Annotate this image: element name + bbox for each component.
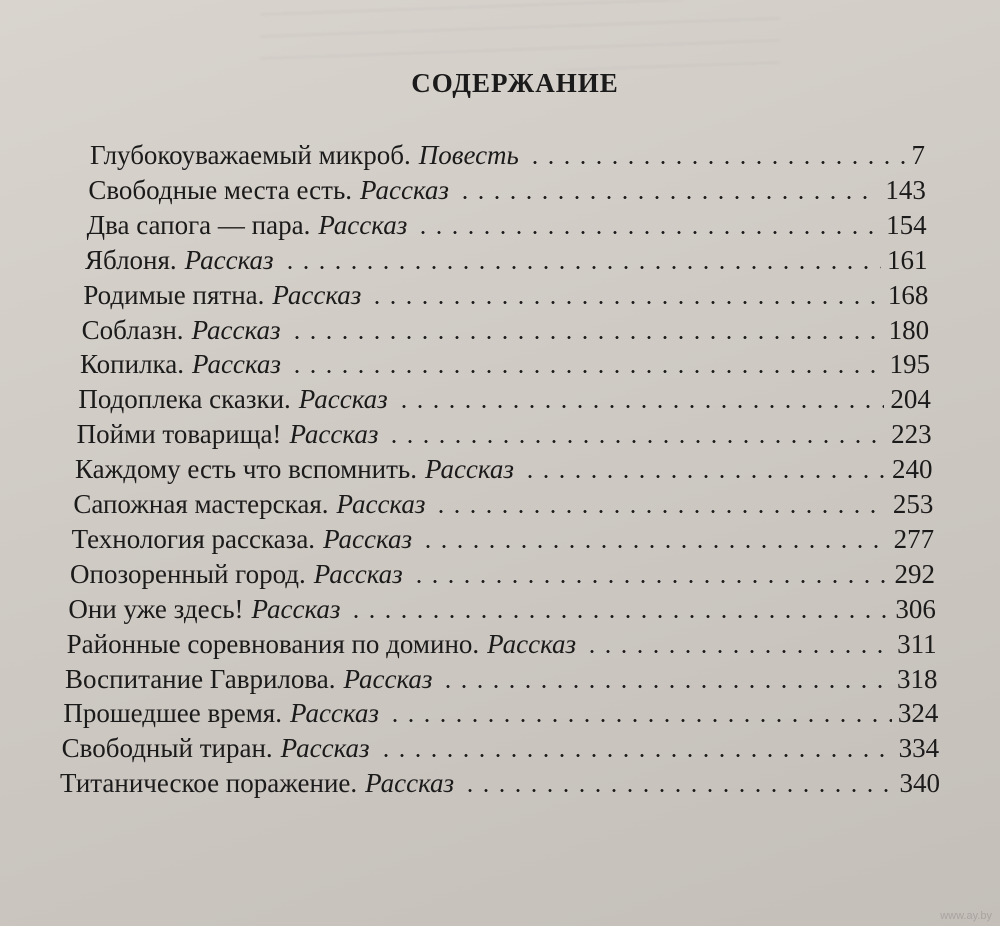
- dot-leader: [440, 685, 891, 688]
- dot-leader: [289, 370, 884, 373]
- toc-entry: [90, 138, 925, 172]
- toc-entry: [85, 243, 928, 277]
- entry-page-number: 340: [899, 768, 940, 799]
- entry-genre: Рассказ: [298, 384, 388, 415]
- dot-leader: [420, 545, 888, 548]
- dot-leader: [433, 510, 886, 513]
- toc-entry: [68, 592, 936, 626]
- dot-leader: [282, 266, 881, 269]
- toc-entry: [73, 487, 933, 521]
- entry-page-number: 154: [886, 209, 927, 240]
- page-title: СОДЕРЖАНИЕ: [411, 68, 619, 98]
- dot-leader: [462, 789, 893, 792]
- entry-genre: Рассказ: [487, 628, 577, 659]
- entry-genre: Рассказ: [184, 244, 274, 275]
- entry-genre: Повесть: [418, 140, 519, 170]
- entry-genre: Рассказ: [289, 698, 379, 729]
- entry-page-number: 240: [892, 454, 933, 485]
- entry-genre: Рассказ: [336, 489, 426, 519]
- entry-genre: Рассказ: [280, 733, 370, 764]
- entry-title: Районные соревнования по домино.: [66, 628, 480, 659]
- dot-leader: [415, 231, 880, 234]
- entry-genre: Рассказ: [323, 523, 412, 554]
- entry-genre: Рассказ: [360, 174, 449, 205]
- dot-leader: [457, 196, 879, 199]
- toc-entry: [75, 452, 933, 486]
- dot-leader: [522, 475, 886, 478]
- toc-entry: [83, 278, 928, 312]
- entry-title: Подоплека сказки.: [78, 384, 291, 415]
- entry-title: Глубокоуважаемый микроб.: [90, 140, 411, 170]
- entry-title: Каждому есть что вспомнить.: [75, 454, 417, 485]
- dot-leader: [369, 301, 881, 304]
- entry-title: Воспитание Гаврилова.: [65, 663, 336, 694]
- entry-genre: Рассказ: [318, 209, 408, 240]
- toc-entry: [65, 662, 938, 696]
- entry-genre: Рассказ: [251, 593, 341, 624]
- entry-title: Они уже здесь!: [68, 593, 244, 624]
- entry-page-number: 277: [893, 523, 935, 554]
- entry-title: Опозоренный город.: [70, 558, 306, 589]
- entry-page-number: 143: [885, 174, 926, 205]
- entry-page-number: 292: [894, 558, 935, 589]
- entry-title: Титаническое поражение.: [60, 768, 358, 799]
- entry-page-number: 318: [897, 663, 938, 694]
- entry-title: Сапожная мастерская.: [73, 489, 329, 519]
- toc-entry: [78, 382, 931, 416]
- entry-page-number: 204: [890, 384, 931, 415]
- toc-entry: [62, 731, 940, 765]
- toc-entry: [82, 313, 930, 347]
- watermark: www.ay.by: [940, 910, 992, 922]
- entry-title: Два сапога — пара.: [86, 209, 311, 240]
- dot-leader: [396, 405, 885, 408]
- entry-page-number: 311: [897, 628, 937, 659]
- toc-entry: [70, 557, 935, 591]
- entry-genre: Рассказ: [343, 663, 433, 694]
- entry-page-number: 168: [887, 279, 929, 310]
- toc-entry: [60, 766, 940, 800]
- toc-entry: [87, 208, 927, 242]
- dot-leader: [584, 650, 891, 653]
- entry-title: Соблазн.: [81, 314, 184, 345]
- entry-page-number: 324: [897, 698, 939, 729]
- toc-entry: [72, 522, 935, 556]
- entry-page-number: 306: [895, 593, 936, 624]
- toc-entry: [67, 627, 937, 661]
- entry-page-number: 223: [891, 419, 932, 450]
- entry-title: Свободный тиран.: [61, 733, 273, 764]
- entry-title: Прошедшее время.: [63, 698, 282, 729]
- dot-leader: [387, 719, 892, 722]
- entry-genre: Рассказ: [191, 349, 281, 380]
- dot-leader: [348, 615, 889, 618]
- entry-title: Пойми товарища!: [76, 419, 282, 450]
- toc-entry: [88, 173, 926, 207]
- dot-leader: [386, 440, 885, 443]
- entry-genre: Рассказ: [365, 768, 455, 799]
- entry-page-number: 161: [887, 244, 928, 275]
- entry-title: Копилка.: [80, 349, 184, 380]
- entry-page-number: 334: [898, 733, 940, 764]
- entry-page-number: 7: [911, 140, 925, 170]
- dot-leader: [289, 336, 883, 339]
- toc-entry: [77, 417, 932, 451]
- entry-genre: Рассказ: [424, 454, 514, 485]
- entry-title: Свободные места есть.: [88, 174, 353, 205]
- dot-leader: [527, 161, 905, 164]
- entry-title: Яблоня.: [85, 244, 177, 275]
- entry-page-number: 195: [889, 349, 930, 380]
- dot-leader: [378, 754, 893, 757]
- toc-entry: [63, 696, 938, 730]
- entry-genre: Рассказ: [289, 419, 379, 450]
- dot-leader: [411, 580, 889, 583]
- toc-entry: [80, 347, 930, 381]
- entry-genre: Рассказ: [313, 558, 403, 589]
- entry-title: Технология рассказа.: [71, 523, 316, 554]
- entry-page-number: 180: [888, 314, 930, 345]
- entry-page-number: 253: [892, 489, 934, 519]
- entry-title: Родимые пятна.: [83, 279, 265, 310]
- entry-genre: Рассказ: [191, 314, 281, 345]
- entry-genre: Рассказ: [272, 279, 362, 310]
